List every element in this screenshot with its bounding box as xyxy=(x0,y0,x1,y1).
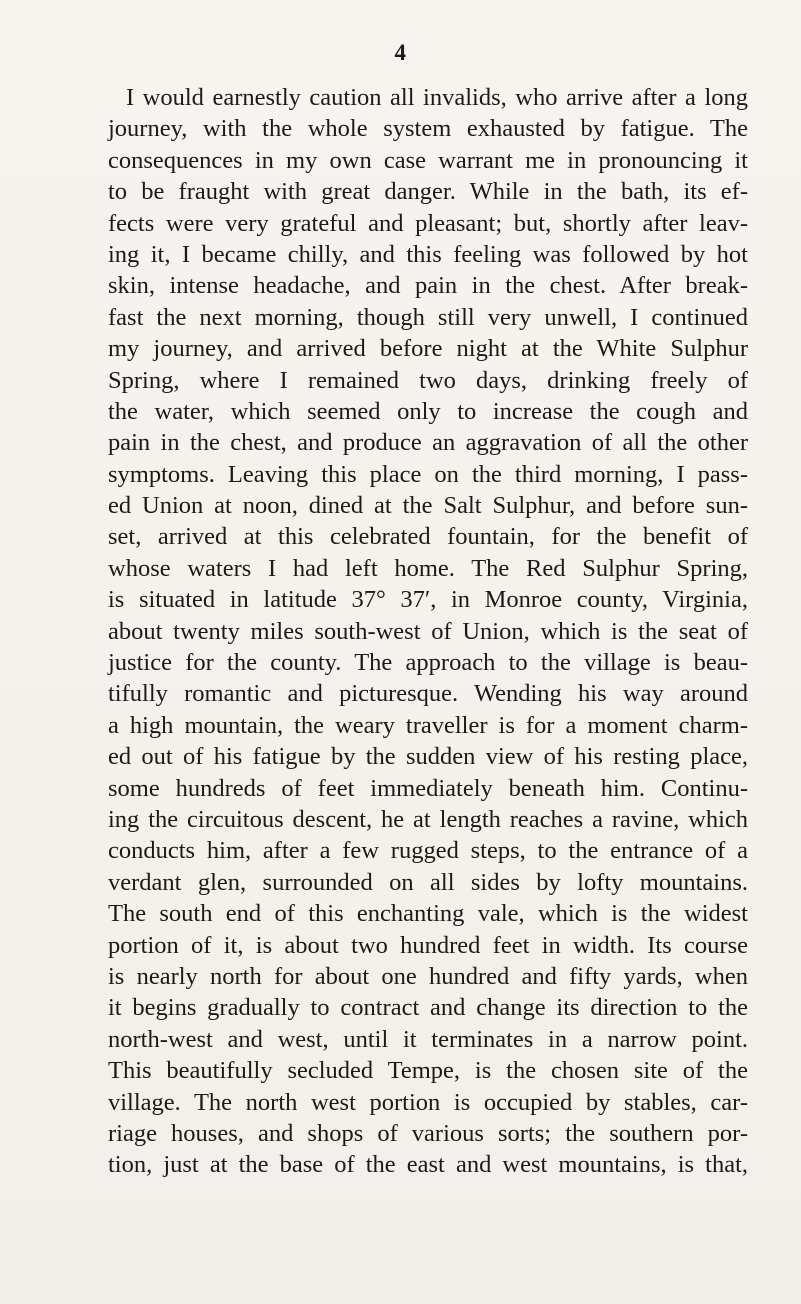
text-line: ing it, I became chilly, and this feeling was followed by hot xyxy=(108,240,748,268)
text-line: the water, which seemed only to increase the cough and xyxy=(108,397,748,425)
text-line: This beautifully secluded Tempe, is the chosen site of the xyxy=(108,1057,748,1085)
text-line: I would earnestly caution all invalids, who arrive after a long xyxy=(126,84,748,111)
text-line: village. The north west portion is occupied by stables, car- xyxy=(108,1088,748,1116)
text-line: fast the next morning, though still very unwell, I continued xyxy=(108,303,748,331)
text-line: pain in the chest, and produce an aggravation of all the other xyxy=(108,429,748,457)
text-line: north-west and west, until it terminates in a narrow point. xyxy=(108,1025,748,1053)
body-paragraph xyxy=(108,82,748,1181)
text-line: fects were very grateful and pleasant; but, shortly after leav- xyxy=(108,209,748,237)
text-line: justice for the county. The approach to the village is beau- xyxy=(108,649,748,677)
text-line: to be fraught with great danger. While in the bath, its ef- xyxy=(108,178,748,206)
text-line: ed Union at noon, dined at the Salt Sulphur, and before sun- xyxy=(108,492,748,520)
text-line: symptoms. Leaving this place on the third morning, I pass- xyxy=(108,460,748,488)
text-line: about twenty miles south-west of Union, which is the seat of xyxy=(108,617,748,645)
page-number: 4 xyxy=(394,40,407,65)
text-line: Spring, where I remained two days, drinking freely of xyxy=(108,366,748,394)
text-line: ed out of his fatigue by the sudden view of his resting place, xyxy=(108,743,748,771)
text-line: my journey, and arrived before night at the White Sulphur xyxy=(108,335,748,363)
text-line: ing the circuitous descent, he at length reaches a ravine, which xyxy=(108,805,748,833)
text-line: journey, with the whole system exhausted by fatigue. The xyxy=(108,115,748,143)
text-line: set, arrived at this celebrated fountain, for the benefit of xyxy=(108,523,748,551)
text-line: The south end of this enchanting vale, which is the widest xyxy=(108,900,748,928)
text-line: conducts him, after a few rugged steps, to the entrance of a xyxy=(108,837,748,865)
text-line: some hundreds of feet immediately beneath him. Continu- xyxy=(108,774,748,802)
text-line: is nearly north for about one hundred and fifty yards, when xyxy=(108,962,748,990)
text-line: a high mountain, the weary traveller is for a moment charm- xyxy=(108,711,748,739)
text-line: tifully romantic and picturesque. Wending his way around xyxy=(108,680,748,708)
text-line: verdant glen, surrounded on all sides by lofty mountains. xyxy=(108,868,748,896)
text-line: riage houses, and shops of various sorts; the southern por- xyxy=(108,1119,748,1147)
text-line: is situated in latitude 37° 37′, in Monroe county, Virginia, xyxy=(108,586,748,614)
text-line: it begins gradually to contract and change its direction to the xyxy=(108,994,748,1022)
text-line: consequences in my own case warrant me in pronouncing it xyxy=(108,146,748,174)
text-line: tion, just at the base of the east and west mountains, is that, xyxy=(108,1151,748,1179)
text-line: portion of it, is about two hundred feet in width. Its course xyxy=(108,931,748,959)
text-line: whose waters I had left home. The Red Sulphur Spring, xyxy=(108,554,748,582)
text-line: skin, intense headache, and pain in the chest. After break- xyxy=(108,272,748,300)
